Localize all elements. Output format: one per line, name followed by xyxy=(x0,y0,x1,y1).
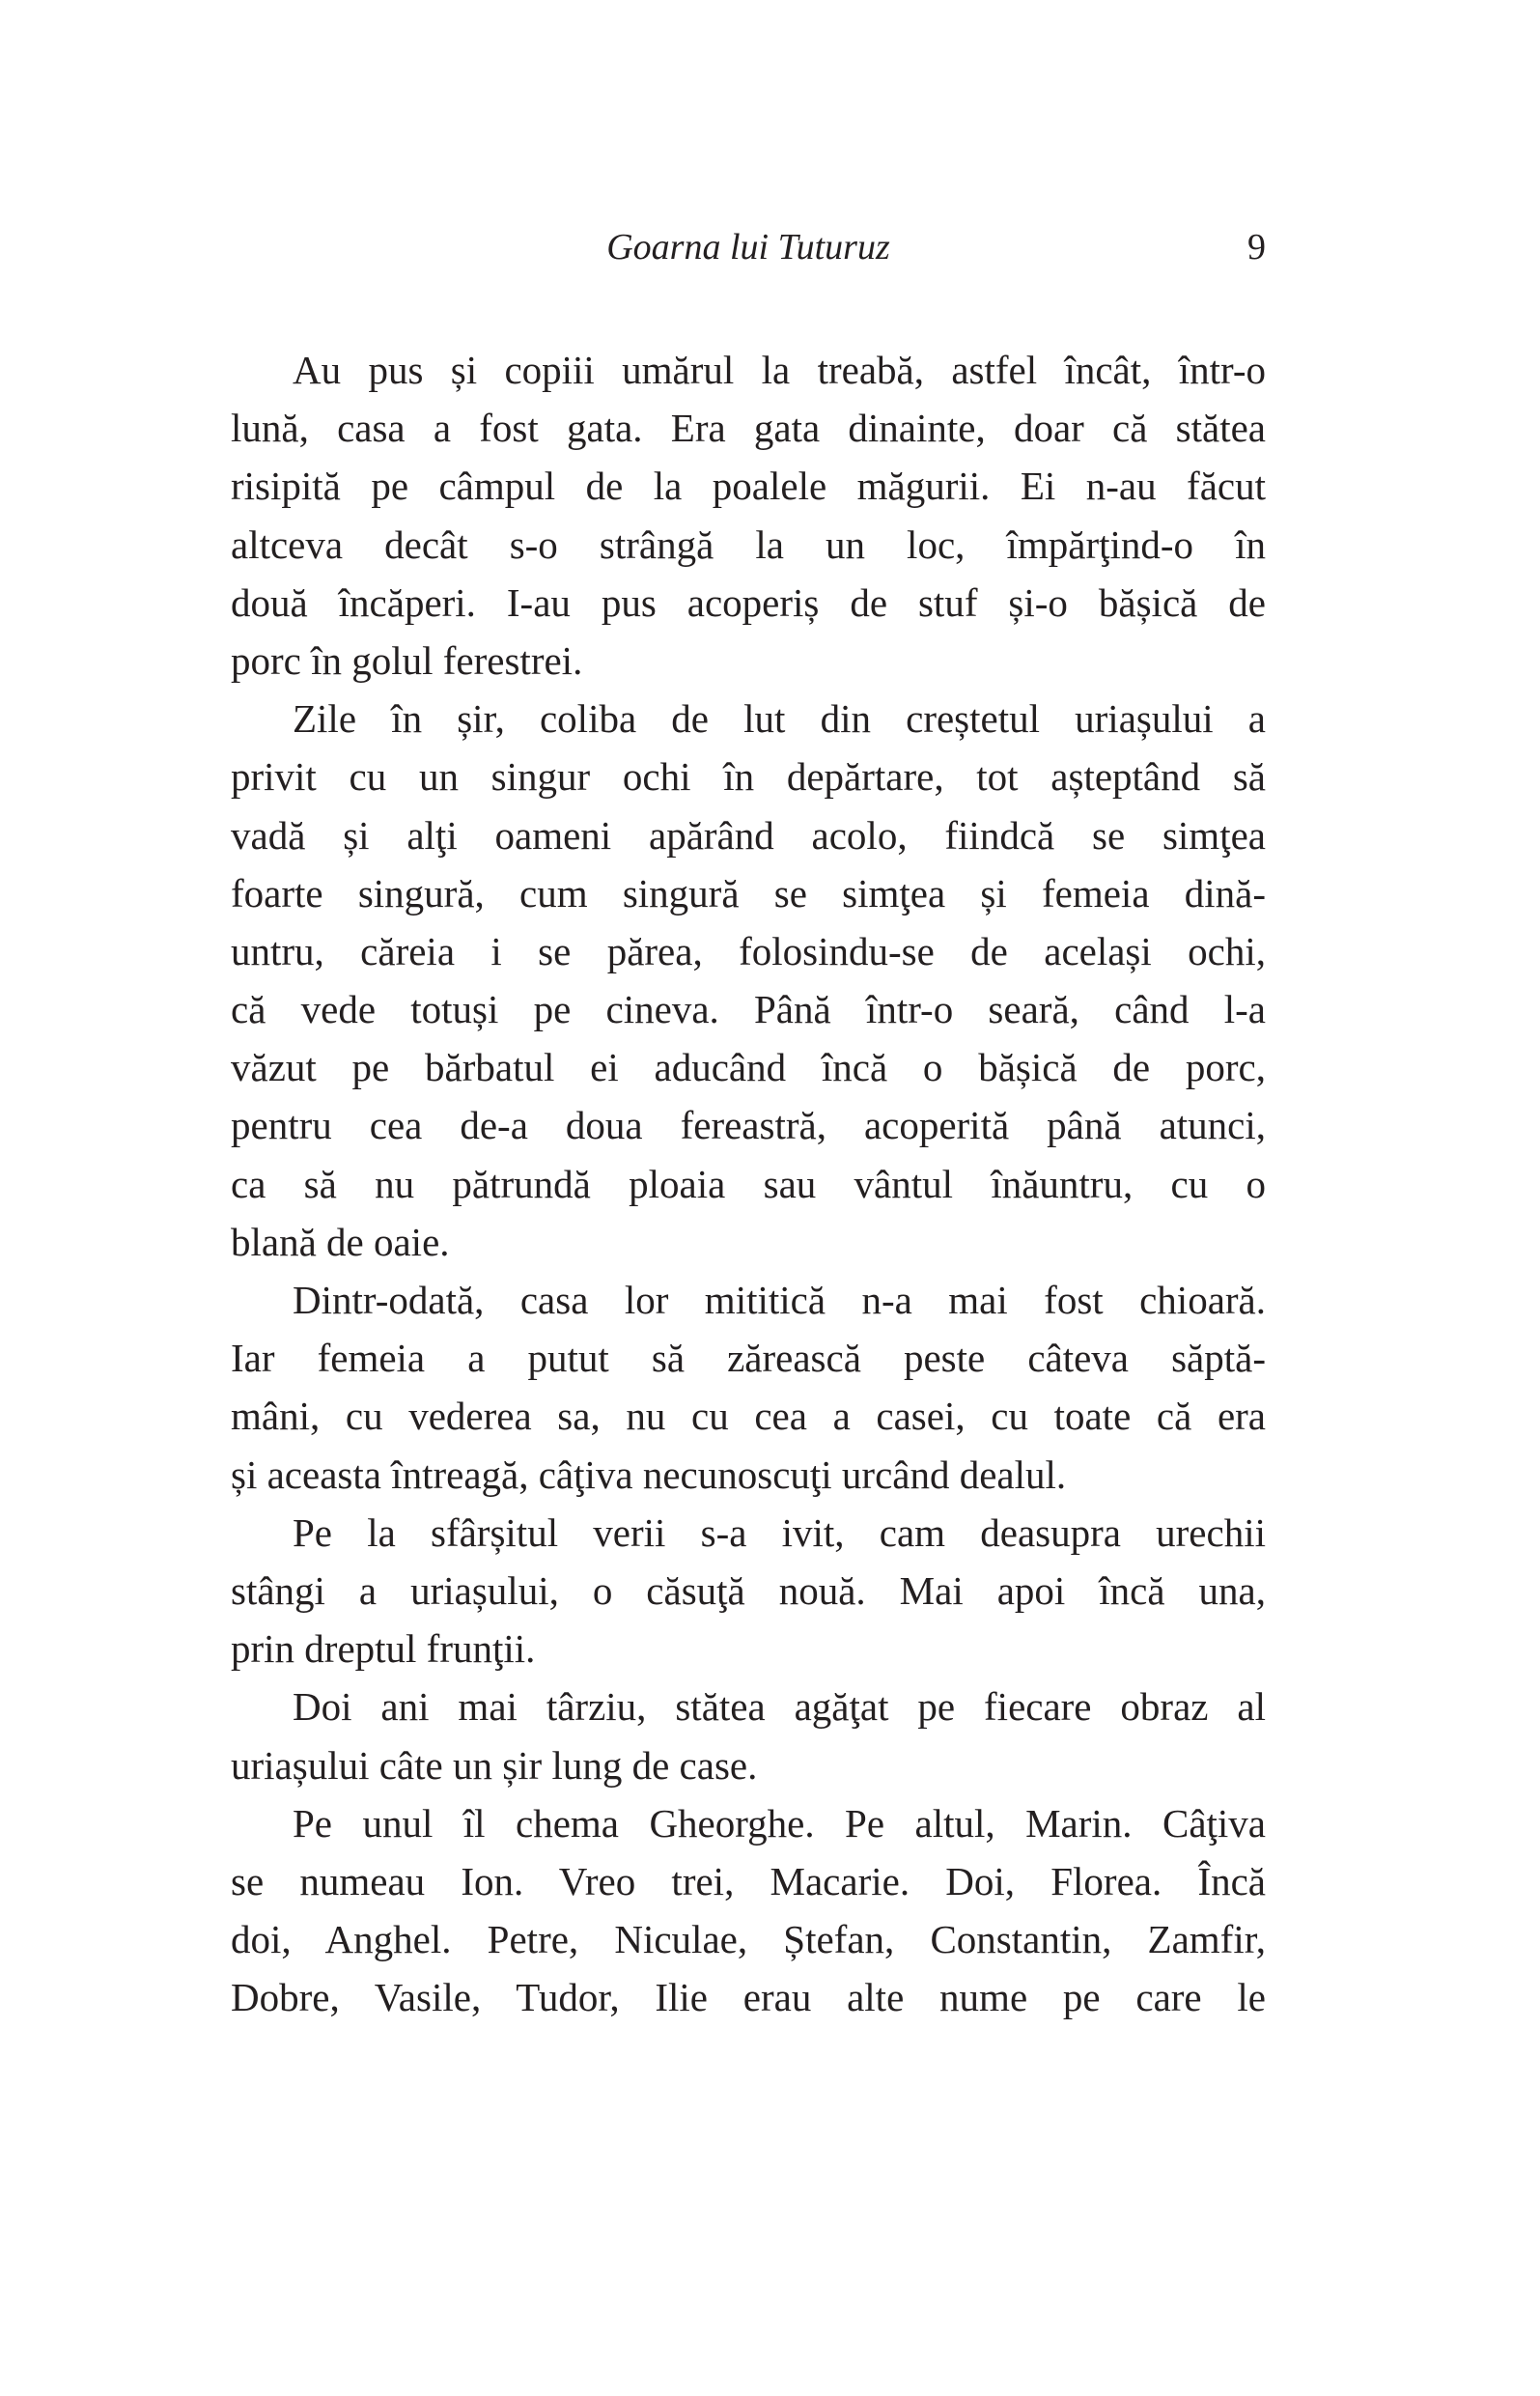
text-line: Pe la sfârșitul verii s-a ivit, cam deasupra urechii xyxy=(293,1509,1266,1555)
paragraph xyxy=(231,1794,1266,2027)
text-line: ca să nu pătrundă ploaia sau vântul înăuntru, cu o xyxy=(231,1161,1266,1206)
text-line: privit cu un singur ochi în depărtare, tot așteptând să xyxy=(231,754,1266,800)
text-line: foarte singură, cum singură se simţea și femeia dină- xyxy=(231,870,1266,916)
paragraph xyxy=(231,1677,1266,1793)
running-header xyxy=(231,220,1266,274)
body-text xyxy=(231,341,1266,2026)
text-line: stângi a uriașului, o căsuţă nouă. Mai apoi încă una, xyxy=(231,1567,1266,1613)
text-line: lună, casa a fost gata. Era gata dinainte, doar că stătea xyxy=(231,406,1266,451)
paragraph xyxy=(231,341,1266,690)
text-line: blană de oaie. xyxy=(231,1219,450,1264)
text-line: Iar femeia a putut să zărească peste câteva săptă- xyxy=(231,1336,1266,1381)
text-line: untru, căreia i se părea, folosindu-se de același ochi, xyxy=(231,928,1266,973)
text-line: și aceasta întreagă, câţiva necunoscuţi urcând dealul. xyxy=(231,1452,1067,1497)
text-line: prin dreptul frunţii. xyxy=(231,1626,536,1672)
text-line: văzut pe bărbatul ei aducând încă o bășică de porc, xyxy=(231,1045,1266,1090)
text-line: Zile în șir, coliba de lut din creștetul uriașului a xyxy=(293,696,1266,742)
paragraph xyxy=(231,690,1266,1271)
text-line: Doi ani mai târziu, stătea agăţat pe fiecare obraz al xyxy=(293,1684,1266,1730)
text-line: Dintr-odată, casa lor mititică n-a mai fost chioară. xyxy=(293,1278,1266,1322)
text-line: Dobre, Vasile, Tudor, Ilie erau alte nume pe care le xyxy=(231,1975,1266,2020)
paragraph xyxy=(231,1271,1266,1504)
text-line: altceva decât s-o strângă la un loc, împărţind-o în xyxy=(231,521,1266,567)
text-line: vadă și alţi oameni apărând acolo, fiindcă se simţea xyxy=(231,812,1266,858)
text-line: pentru cea de-a doua fereastră, acoperită până atunci, xyxy=(231,1103,1266,1148)
text-line: porc în golul ferestrei. xyxy=(231,637,583,683)
running-title: Goarna lui Tuturuz xyxy=(606,227,890,268)
text-line: doi, Anghel. Petre, Niculae, Ștefan, Constantin, Zamfir, xyxy=(231,1917,1266,1962)
text-line: două încăperi. I-au pus acoperiș de stuf și-o bășică de xyxy=(231,579,1266,625)
text-line: se numeau Ion. Vreo trei, Macarie. Doi, Florea. Încă xyxy=(231,1858,1266,1903)
text-line: mâni, cu vederea sa, nu cu cea a casei, cu toate că era xyxy=(231,1394,1266,1439)
text-line: uriașului câte un șir lung de case. xyxy=(231,1742,758,1788)
paragraph xyxy=(231,1504,1266,1678)
text-line: că vede totuși pe cineva. Până într-o seară, când l-a xyxy=(231,987,1266,1032)
text-line: risipită pe câmpul de la poalele măgurii. Ei n-au făcut xyxy=(231,464,1266,509)
text-line: Pe unul îl chema Gheorghe. Pe altul, Marin. Câţiva xyxy=(293,1800,1266,1846)
page-number: 9 xyxy=(1247,227,1266,268)
text-line: Au pus și copiii umărul la treabă, astfel încât, într-o xyxy=(293,348,1266,392)
